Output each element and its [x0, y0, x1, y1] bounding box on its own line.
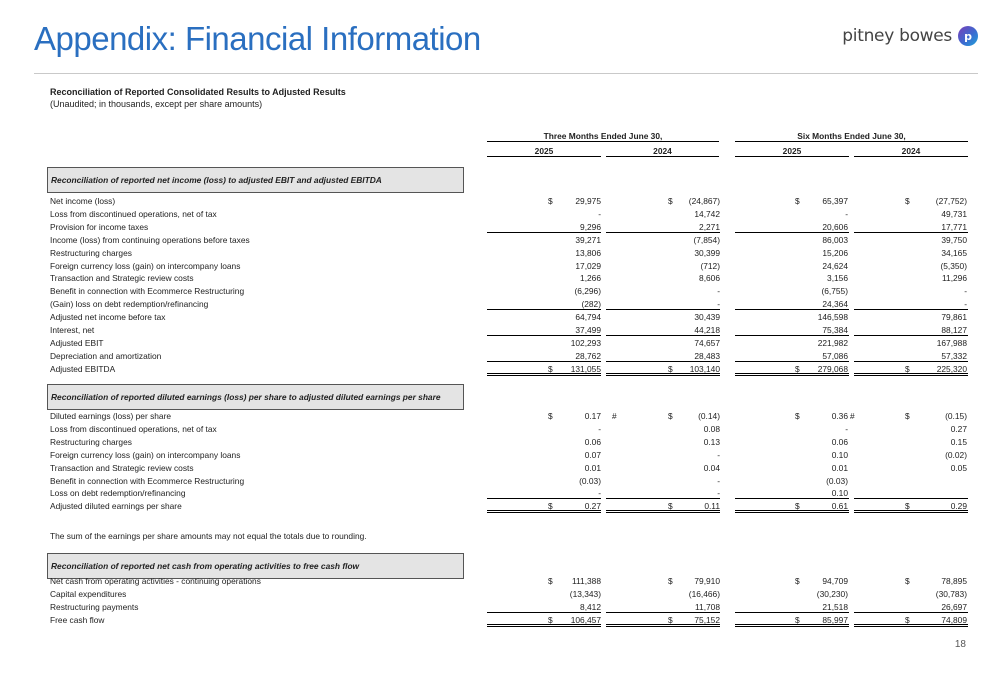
cell-value: -: [845, 423, 848, 434]
cell-value: 0.13: [703, 436, 720, 447]
cell-value: 0.06: [831, 436, 848, 447]
year-underline: [735, 156, 849, 157]
page-number: 18: [954, 639, 966, 650]
row-label: Diluted earnings (loss) per share: [50, 411, 172, 421]
cell-value: (16,466): [688, 588, 720, 599]
dollar-sign: $: [668, 363, 673, 374]
year-header: 2025: [782, 146, 802, 156]
cell-value: 0.15: [950, 436, 967, 447]
cell-value: 221,982: [817, 337, 848, 348]
dollar-sign: $: [905, 576, 910, 586]
table-row: [0, 575, 1000, 587]
subtotal-underline: [487, 309, 601, 310]
subtotal-underline: [487, 612, 601, 613]
dollar-sign: $: [548, 614, 553, 625]
table-row: [0, 350, 1000, 362]
cell-value: (7,854): [693, 234, 720, 245]
report-subtitle: (Unaudited; in thousands, except per share amounts): [50, 99, 263, 109]
cell-value: (5,350): [940, 260, 967, 271]
table-row: [0, 272, 1000, 284]
subtotal-underline: [735, 498, 849, 499]
cell-value: 0.07: [584, 449, 601, 460]
table-row: [0, 487, 1000, 499]
row-label: Capital expenditures: [50, 588, 127, 599]
dollar-sign: $: [905, 363, 910, 374]
cell-value: 8,412: [580, 601, 601, 612]
dollar-sign: $: [548, 576, 553, 586]
table-row: [0, 500, 1000, 512]
cell-value: 20,606: [822, 221, 848, 232]
cell-value: 3,156: [827, 273, 848, 284]
cell-value: 85,997: [822, 614, 848, 625]
cell-value: 57,332: [941, 350, 967, 361]
year-header: 2025: [534, 146, 554, 156]
table-row: [0, 234, 1000, 246]
dollar-sign: $: [905, 614, 910, 625]
cell-value: 0.29: [950, 501, 967, 512]
row-label: Interest, net: [50, 325, 95, 335]
cell-value: -: [717, 488, 720, 499]
cell-value: -: [717, 299, 720, 310]
cell-value: 0.10: [831, 449, 848, 460]
report-title: Reconciliation of Reported Consolidated Results to Adjusted Results: [50, 87, 346, 97]
table-row: [0, 195, 1000, 207]
cell-value: -: [598, 208, 601, 219]
cell-value: 39,750: [941, 234, 967, 245]
page-title: Appendix: Financial Information: [34, 20, 481, 57]
cell-value: 14,742: [694, 208, 720, 219]
cell-value: 30,439: [694, 312, 720, 323]
row-label: Adjusted net income before tax: [50, 312, 166, 323]
table-row: [0, 208, 1000, 220]
total-double-underline: [735, 373, 849, 376]
dollar-sign: $: [795, 614, 800, 625]
table-row: [0, 221, 1000, 233]
dollar-sign: $: [668, 501, 673, 512]
cell-value: 17,029: [575, 260, 601, 271]
subtotal-underline: [487, 335, 601, 336]
table-row: [0, 363, 1000, 375]
cell-value: 49,731: [941, 208, 967, 219]
row-label: Net cash from operating activities - continuing operations: [50, 576, 261, 586]
subtotal-underline: [735, 335, 849, 336]
subtotal-underline: [735, 612, 849, 613]
year-header: 2024: [653, 146, 672, 156]
cell-value: 28,483: [694, 350, 720, 361]
cell-value: 37,499: [575, 325, 601, 335]
subtotal-underline: [606, 335, 720, 336]
row-label: Restructuring charges: [50, 436, 132, 447]
cell-value: (0.03): [826, 475, 848, 486]
footnote-mark: #: [850, 411, 855, 421]
table-row: [0, 462, 1000, 474]
row-label: Net income (loss): [50, 196, 116, 206]
subtotal-underline: [487, 361, 601, 362]
subtotal-underline: [854, 232, 968, 233]
cell-value: 0.11: [704, 501, 720, 512]
row-label: Restructuring charges: [50, 247, 132, 258]
cell-value: 13,806: [575, 247, 601, 258]
row-label: Loss from discontinued operations, net of tax: [50, 423, 217, 434]
cell-value: 15,206: [822, 247, 848, 258]
cell-value: (282): [581, 299, 601, 310]
cell-value: 0.08: [703, 423, 720, 434]
dollar-sign: $: [668, 411, 673, 421]
table-row: [0, 588, 1000, 600]
cell-value: 86,003: [822, 234, 848, 245]
cell-value: 11,708: [695, 601, 720, 612]
dollar-sign: $: [668, 576, 673, 586]
cell-value: (27,752): [935, 196, 967, 206]
cell-value: 279,068: [817, 363, 848, 374]
year-header: 2024: [901, 146, 921, 156]
section-heading: Reconciliation of reported net cash from operating activities to free cash flow: [47, 553, 464, 579]
year-underline: [487, 156, 601, 157]
subtotal-underline: [606, 612, 720, 613]
table-row: [0, 247, 1000, 259]
total-double-underline: [854, 510, 968, 513]
table-row: [0, 324, 1000, 336]
cell-value: 146,598: [817, 312, 848, 323]
dollar-sign: $: [795, 196, 800, 206]
cell-value: 0.36: [831, 411, 848, 421]
cell-value: 24,624: [822, 260, 848, 271]
cell-value: (0.03): [579, 475, 601, 486]
subtotal-underline: [487, 232, 601, 233]
row-label: Transaction and Strategic review costs: [50, 273, 194, 284]
cell-value: -: [717, 475, 720, 486]
cell-value: 8,606: [699, 273, 720, 284]
cell-value: 79,861: [941, 312, 967, 323]
cell-value: 75,384: [822, 325, 848, 335]
total-double-underline: [606, 510, 720, 513]
cell-value: -: [598, 423, 601, 434]
cell-value: 94,709: [822, 576, 848, 586]
dollar-sign: $: [905, 411, 910, 421]
dollar-sign: $: [905, 501, 910, 512]
logo-mark-icon: p: [958, 26, 978, 46]
subtotal-underline: [606, 361, 720, 362]
table-row: [0, 311, 1000, 323]
company-logo: [842, 26, 978, 46]
dollar-sign: $: [795, 411, 800, 421]
cell-value: 0.61: [831, 501, 848, 512]
cell-value: 9,296: [580, 221, 601, 232]
cell-value: 65,397: [822, 196, 848, 206]
cell-value: -: [964, 286, 967, 297]
cell-value: 0.17: [584, 411, 601, 421]
row-label: Loss on debt redemption/refinancing: [50, 488, 186, 499]
cell-value: 30,399: [694, 247, 720, 258]
row-label: Transaction and Strategic review costs: [50, 462, 194, 473]
cell-value: 39,271: [575, 234, 601, 245]
cell-value: 0.27: [584, 501, 601, 512]
table-row: [0, 285, 1000, 297]
table-row: [0, 337, 1000, 349]
cell-value: -: [717, 449, 720, 460]
logo-text: pitney bowes: [842, 26, 952, 46]
row-label: (Gain) loss on debt redemption/refinancing: [50, 299, 209, 310]
section-heading: Reconciliation of reported diluted earnings (loss) per share to adjusted diluted earnings per share: [47, 384, 464, 410]
total-double-underline: [487, 510, 601, 513]
cell-value: 1,266: [580, 273, 601, 284]
dollar-sign: $: [795, 576, 800, 586]
year-underline: [854, 156, 968, 157]
row-label: Depreciation and amortization: [50, 350, 162, 361]
cell-value: -: [964, 299, 967, 310]
row-label: Free cash flow: [50, 614, 105, 625]
subtotal-underline: [606, 309, 720, 310]
table-row: [0, 410, 1000, 422]
cell-value: 11,296: [942, 273, 967, 284]
cell-value: 102,293: [570, 337, 601, 348]
title-divider: [34, 73, 978, 74]
cell-value: 0.01: [584, 462, 601, 473]
dollar-sign: $: [668, 196, 673, 206]
dollar-sign: $: [905, 196, 910, 206]
row-label: Benefit in connection with Ecommerce Restructuring: [50, 475, 245, 486]
total-double-underline: [735, 624, 849, 627]
subtotal-underline: [854, 335, 968, 336]
cell-value: 34,165: [941, 247, 967, 258]
cell-value: 167,988: [936, 337, 967, 348]
row-label: Provision for income taxes: [50, 221, 149, 232]
cell-value: 0.01: [831, 462, 848, 473]
table-row: [0, 260, 1000, 272]
group-underline-three-months: [487, 141, 719, 142]
total-double-underline: [487, 624, 601, 627]
cell-value: 106,457: [570, 614, 601, 625]
cell-value: 29,975: [575, 196, 601, 206]
cell-value: 0.10: [831, 488, 848, 499]
cell-value: 64,794: [575, 312, 601, 323]
cell-value: 2,271: [699, 221, 720, 232]
total-double-underline: [735, 510, 849, 513]
dollar-sign: $: [795, 363, 800, 374]
subtotal-underline: [487, 498, 601, 499]
cell-value: 88,127: [941, 325, 967, 335]
dollar-sign: $: [668, 614, 673, 625]
cell-value: (13,343): [569, 588, 601, 599]
cell-value: -: [598, 488, 601, 499]
total-double-underline: [854, 624, 968, 627]
cell-value: (30,783): [935, 588, 967, 599]
cell-value: 111,388: [571, 576, 601, 586]
subtotal-underline: [854, 309, 968, 310]
dollar-sign: $: [548, 196, 553, 206]
cell-value: (30,230): [816, 588, 848, 599]
subtotal-underline: [606, 498, 720, 499]
row-label: Adjusted EBITDA: [50, 363, 116, 374]
cell-value: -: [845, 208, 848, 219]
cell-value: -: [717, 286, 720, 297]
cell-value: 0.06: [584, 436, 601, 447]
subtotal-underline: [606, 232, 720, 233]
subtotal-underline: [735, 361, 849, 362]
total-double-underline: [606, 624, 720, 627]
table-row: [0, 436, 1000, 448]
cell-value: (712): [700, 260, 720, 271]
cell-value: 0.04: [703, 462, 720, 473]
row-label: Adjusted diluted earnings per share: [50, 501, 182, 512]
cell-value: 26,697: [941, 601, 967, 612]
cell-value: 0.27: [950, 423, 967, 434]
subtotal-underline: [854, 498, 968, 499]
table-row: [0, 298, 1000, 310]
cell-value: (24,867): [688, 196, 720, 206]
cell-value: 103,140: [689, 363, 720, 374]
table-row: [0, 475, 1000, 487]
cell-value: 131,055: [570, 363, 601, 374]
cell-value: 57,086: [822, 350, 848, 361]
cell-value: 17,771: [941, 221, 967, 232]
row-label: Loss from discontinued operations, net of tax: [50, 208, 217, 219]
subtotal-underline: [735, 232, 849, 233]
dollar-sign: $: [548, 501, 553, 512]
cell-value: 74,809: [941, 614, 967, 625]
cell-value: (0.15): [945, 411, 967, 421]
footnote-mark: #: [612, 411, 617, 421]
cell-value: 24,364: [822, 299, 848, 310]
table-row: [0, 449, 1000, 461]
cell-value: 78,895: [941, 576, 967, 586]
rounding-note: The sum of the earnings per share amounts may not equal the totals due to rounding.: [50, 531, 367, 541]
cell-value: (0.14): [698, 411, 720, 421]
group-underline-six-months: [735, 141, 968, 142]
subtotal-underline: [854, 361, 968, 362]
dollar-sign: $: [795, 501, 800, 512]
table-row: [0, 601, 1000, 613]
dollar-sign: $: [548, 411, 553, 421]
cell-value: 225,320: [936, 363, 967, 374]
row-label: Benefit in connection with Ecommerce Restructuring: [50, 286, 245, 297]
subtotal-underline: [735, 309, 849, 310]
row-label: Adjusted EBIT: [50, 337, 104, 348]
cell-value: (6,755): [821, 286, 848, 297]
group-header-six-months: Six Months Ended June 30,: [797, 131, 906, 141]
total-double-underline: [606, 373, 720, 376]
row-label: Foreign currency loss (gain) on intercompany loans: [50, 260, 241, 271]
row-label: Restructuring payments: [50, 601, 139, 612]
cell-value: (6,296): [574, 286, 601, 297]
cell-value: 21,518: [822, 601, 848, 612]
dollar-sign: $: [548, 363, 553, 374]
subtotal-underline: [854, 612, 968, 613]
row-label: Foreign currency loss (gain) on intercompany loans: [50, 449, 241, 460]
table-row: [0, 423, 1000, 435]
total-double-underline: [487, 373, 601, 376]
cell-value: 28,762: [575, 350, 601, 361]
cell-value: 75,152: [694, 614, 720, 625]
total-double-underline: [854, 373, 968, 376]
cell-value: 44,218: [694, 325, 720, 335]
cell-value: 0.05: [950, 462, 967, 473]
cell-value: 79,910: [694, 576, 720, 586]
cell-value: 74,657: [694, 337, 720, 348]
section-heading: Reconciliation of reported net income (loss) to adjusted EBIT and adjusted EBITDA: [47, 167, 464, 193]
cell-value: (0.02): [945, 449, 967, 460]
row-label: Income (loss) from continuing operations before taxes: [50, 234, 250, 245]
table-row: [0, 614, 1000, 626]
group-header-three-months: Three Months Ended June 30,: [543, 131, 663, 141]
year-underline: [606, 156, 719, 157]
